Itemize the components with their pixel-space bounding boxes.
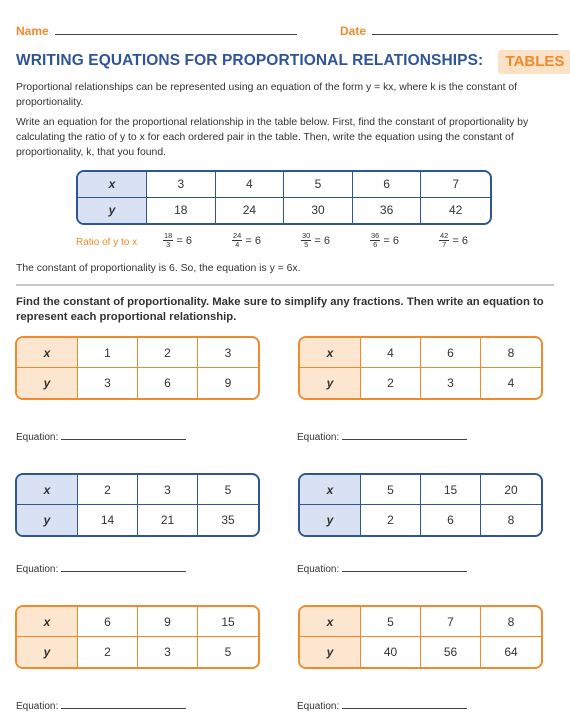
- x-cell: 1: [78, 338, 138, 368]
- y-cell: 2: [361, 368, 421, 398]
- intro-paragraph-2: Write an equation for the proportional relationship in the table below. First, find the constant of proportionality by calculating the ratio of y to x for each ordered pair in the table. Then, write the equation using the constant of proportionality, k, that you found.: [16, 117, 529, 158]
- x-cell: 20: [481, 475, 541, 505]
- x-cell: 7: [421, 607, 481, 637]
- ratio-fraction: [370, 232, 380, 249]
- ratio-result: = 6: [245, 234, 261, 247]
- equation-field-3[interactable]: [16, 564, 186, 575]
- x-cell: 3: [198, 338, 258, 368]
- ratio-numerator: 30: [302, 231, 311, 240]
- date-label: Date: [340, 24, 367, 38]
- ratio-fraction: [232, 232, 242, 249]
- y-header: y: [17, 505, 78, 535]
- x-cell: 9: [138, 607, 198, 637]
- equation-line[interactable]: [61, 439, 186, 440]
- date-line[interactable]: [372, 34, 558, 35]
- x-header: x: [300, 607, 361, 637]
- ratio-denominator: 6: [373, 240, 378, 249]
- y-cell: 56: [421, 637, 481, 667]
- ratio-numerator: 36: [371, 231, 380, 240]
- problem-table-5: [15, 605, 260, 669]
- equation-label: Equation:: [16, 701, 59, 712]
- name-field[interactable]: [16, 24, 297, 38]
- y-header: y: [300, 505, 361, 535]
- ratio-fraction: [439, 232, 449, 249]
- ratio-label: Ratio of y to x: [76, 237, 138, 248]
- ratio-result: = 6: [452, 234, 468, 247]
- intro-paragraph-1: Proportional relationships can be represented using an equation of the form y = kx, where k is the constant of proportionality.: [16, 82, 518, 108]
- page-title: WRITING EQUATIONS FOR PROPORTIONAL RELATIONSHIPS:: [16, 52, 484, 69]
- equation-label: Equation:: [297, 701, 340, 712]
- equation-field-2[interactable]: [297, 432, 467, 443]
- x-cell: 15: [198, 607, 258, 637]
- x-cell: 6: [78, 607, 138, 637]
- example-y-cell: 24: [216, 198, 285, 224]
- example-table: [76, 170, 492, 225]
- example-y-cell: 36: [353, 198, 422, 224]
- y-cell: 35: [221, 513, 235, 527]
- y-header: y: [300, 368, 361, 398]
- y-header: y: [17, 368, 78, 398]
- ratio-denominator: 7: [442, 240, 447, 249]
- equation-label: Equation:: [16, 432, 59, 443]
- y-cell: 14: [78, 505, 138, 535]
- ratio-item: [301, 232, 330, 249]
- name-line[interactable]: [55, 34, 297, 35]
- y-cell: 6: [138, 368, 198, 398]
- y-cell: 5: [224, 645, 232, 659]
- equation-label: Equation:: [16, 564, 59, 575]
- y-cell: 3: [138, 637, 198, 667]
- ratio-denominator: 3: [166, 240, 171, 249]
- equation-line[interactable]: [342, 439, 467, 440]
- example-x-cell: 7: [421, 172, 490, 198]
- equation-line[interactable]: [342, 571, 467, 572]
- y-cell: 6: [421, 505, 481, 535]
- x-cell: 6: [421, 338, 481, 368]
- y-header: y: [17, 637, 78, 667]
- problem-table-4: [298, 473, 543, 537]
- x-cell: 8: [481, 338, 541, 368]
- problem-table-2: [298, 336, 543, 400]
- x-cell: 2: [138, 338, 198, 368]
- x-cell: 4: [361, 338, 421, 368]
- x-cell: 5: [198, 475, 258, 505]
- problem-table-3: [15, 473, 260, 537]
- equation-line[interactable]: [61, 708, 186, 709]
- example-y-cell: 42: [449, 203, 463, 218]
- y-cell: 3: [421, 368, 481, 398]
- ratio-numerator: 18: [164, 231, 173, 240]
- y-cell: 2: [361, 505, 421, 535]
- name-label: Name: [16, 24, 49, 38]
- example-x-cell: 4: [216, 172, 285, 198]
- x-header: x: [17, 338, 78, 368]
- ratio-item: [370, 232, 399, 249]
- ratio-denominator: 5: [304, 240, 309, 249]
- equation-label: Equation:: [297, 564, 340, 575]
- title-row: [16, 50, 565, 74]
- x-cell: 3: [138, 475, 198, 505]
- x-header: x: [300, 338, 361, 368]
- example-y-cell: 18: [147, 198, 216, 224]
- problem-table-6: [298, 605, 543, 669]
- x-cell: 5: [361, 475, 421, 505]
- ratio-numerator: 24: [233, 231, 242, 240]
- ratio-result: = 6: [176, 234, 192, 247]
- example-y-header: y: [78, 198, 147, 224]
- title-badge: TABLES: [498, 50, 570, 74]
- y-cell: 21: [138, 505, 198, 535]
- y-cell: 3: [78, 368, 138, 398]
- example-x-cell: 6: [353, 172, 422, 198]
- y-cell: 64: [504, 645, 518, 659]
- x-header: x: [17, 475, 78, 505]
- x-cell: 2: [78, 475, 138, 505]
- example-conclusion: The constant of proportionality is 6. So, the equation is y = 6x.: [16, 263, 301, 274]
- x-header: x: [300, 475, 361, 505]
- x-cell: 5: [361, 607, 421, 637]
- ratio-result: = 6: [314, 234, 330, 247]
- instructions: Find the constant of proportionality. Make sure to simplify any fractions. Then write an equation to represent each proportional relationship.: [16, 296, 544, 323]
- equation-field-6[interactable]: [297, 701, 467, 712]
- ratio-fraction: [301, 232, 311, 249]
- equation-field-1[interactable]: [16, 432, 186, 443]
- x-cell: 8: [481, 607, 541, 637]
- date-field[interactable]: [340, 24, 558, 38]
- example-y-cell: 30: [284, 198, 353, 224]
- ratio-item: [163, 232, 192, 249]
- y-header: y: [300, 637, 361, 667]
- equation-field-4[interactable]: [297, 564, 467, 575]
- ratio-item: [439, 232, 468, 249]
- ratio-item: [232, 232, 261, 249]
- y-cell: 4: [507, 376, 515, 390]
- ratio-numerator: 42: [440, 231, 449, 240]
- equation-field-5[interactable]: [16, 701, 186, 712]
- ratio-denominator: 4: [235, 240, 240, 249]
- equation-line[interactable]: [61, 571, 186, 572]
- y-cell: 9: [224, 376, 232, 390]
- equation-line[interactable]: [342, 708, 467, 709]
- example-x-header: x: [78, 172, 147, 198]
- ratio-fraction: [163, 232, 173, 249]
- y-cell: 8: [507, 513, 515, 527]
- ratio-result: = 6: [383, 234, 399, 247]
- x-cell: 15: [421, 475, 481, 505]
- example-x-cell: 3: [147, 172, 216, 198]
- x-header: x: [17, 607, 78, 637]
- example-x-cell: 5: [284, 172, 353, 198]
- y-cell: 2: [78, 637, 138, 667]
- y-cell: 40: [361, 637, 421, 667]
- equation-label: Equation:: [297, 432, 340, 443]
- problem-table-1: [15, 336, 260, 400]
- section-divider: [16, 284, 554, 286]
